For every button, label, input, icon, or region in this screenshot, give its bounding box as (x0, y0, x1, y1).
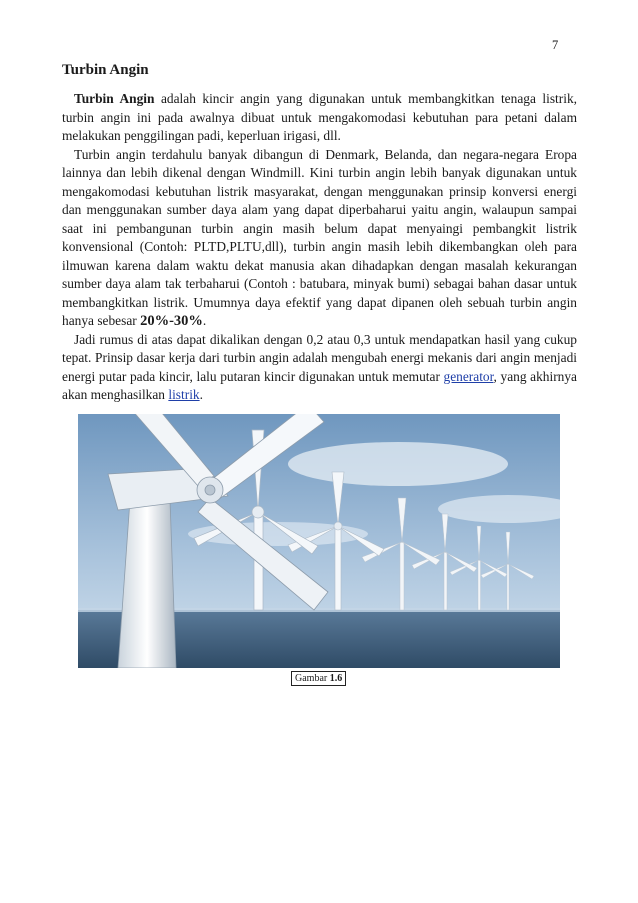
section-heading: Turbin Angin (62, 62, 149, 78)
listrik-link[interactable]: listrik (168, 387, 200, 402)
efficiency-highlight: 20%-30% (140, 313, 203, 329)
paragraph-2 (62, 146, 577, 331)
paragraph-3-text: Jadi rumus di atas dapat dikalikan dengan 0,2 atau 0,3 untuk mendapatkan hasil yang cukup tepat. Prinsip dasar kerja dari turbin angin adalah mengubah energi mekanis dari angin menjadi energi putar pada kincir, lalu putaran kincir digunakan untuk memutar (62, 331, 577, 384)
term-turbin-angin: Turbin Angin (74, 91, 155, 106)
caption-label: Gambar (295, 673, 328, 684)
wind-farm-illustration (78, 414, 560, 668)
caption-number: 1.6 (329, 673, 343, 684)
body-text (62, 90, 577, 405)
generator-link[interactable]: generator (443, 368, 494, 384)
cloud (288, 442, 508, 486)
figure-caption (291, 671, 346, 686)
page-number: 7 (552, 38, 559, 52)
paragraph-1 (62, 90, 577, 146)
paragraph-2-text: Turbin angin terdahulu banyak dibangun di Denmark, Belanda, dan negara-negara Eropa lainnya dan lebih dikenal dengan Windmill. Kini turbin angin lebih banyak digunakan untuk mengakomodasi kebutuhan listrik masyarakat, dengan menggunakan prinsip konversi energi dan menggunakan sumber daya alam yang dapat diperbaharui yaitu angin, walaupun sampai saat ini pembangunan turbin angin masih belum dapat menyaingi pembangkit listrik konvensional (Contoh: PLTD,PLTU,dll), turbin angin masih lebih dikembangkan oleh para ilmuwan karena dalam waktu dekat manusia akan dihadapkan dengan masalah kekurangan sumber daya alam tak terbaharui (Contoh : batubara, minyak bumi) sebagai bahan dasar untuk membangkitkan listrik. Umumnya daya efektif yang dapat dipanen oleh sebuah turbin angin hanya sebesar (62, 146, 577, 328)
paragraph-3-middle: , yang akhirnya akan menghasilkan (62, 368, 577, 402)
paragraph-1-text: adalah kincir angin yang digunakan untuk membangkitkan tenaga listrik, turbin angin ini pada awalnya dibuat untuk mengakomodasi kebutuhan para petani dalam melakukan penggilingan padi, keperluan irigasi, dll. (62, 91, 577, 143)
paragraph-3 (62, 331, 577, 405)
wind-turbine-photo (78, 414, 560, 668)
paragraph-2-end: . (202, 313, 207, 328)
paragraph-3-end: . (199, 387, 203, 402)
